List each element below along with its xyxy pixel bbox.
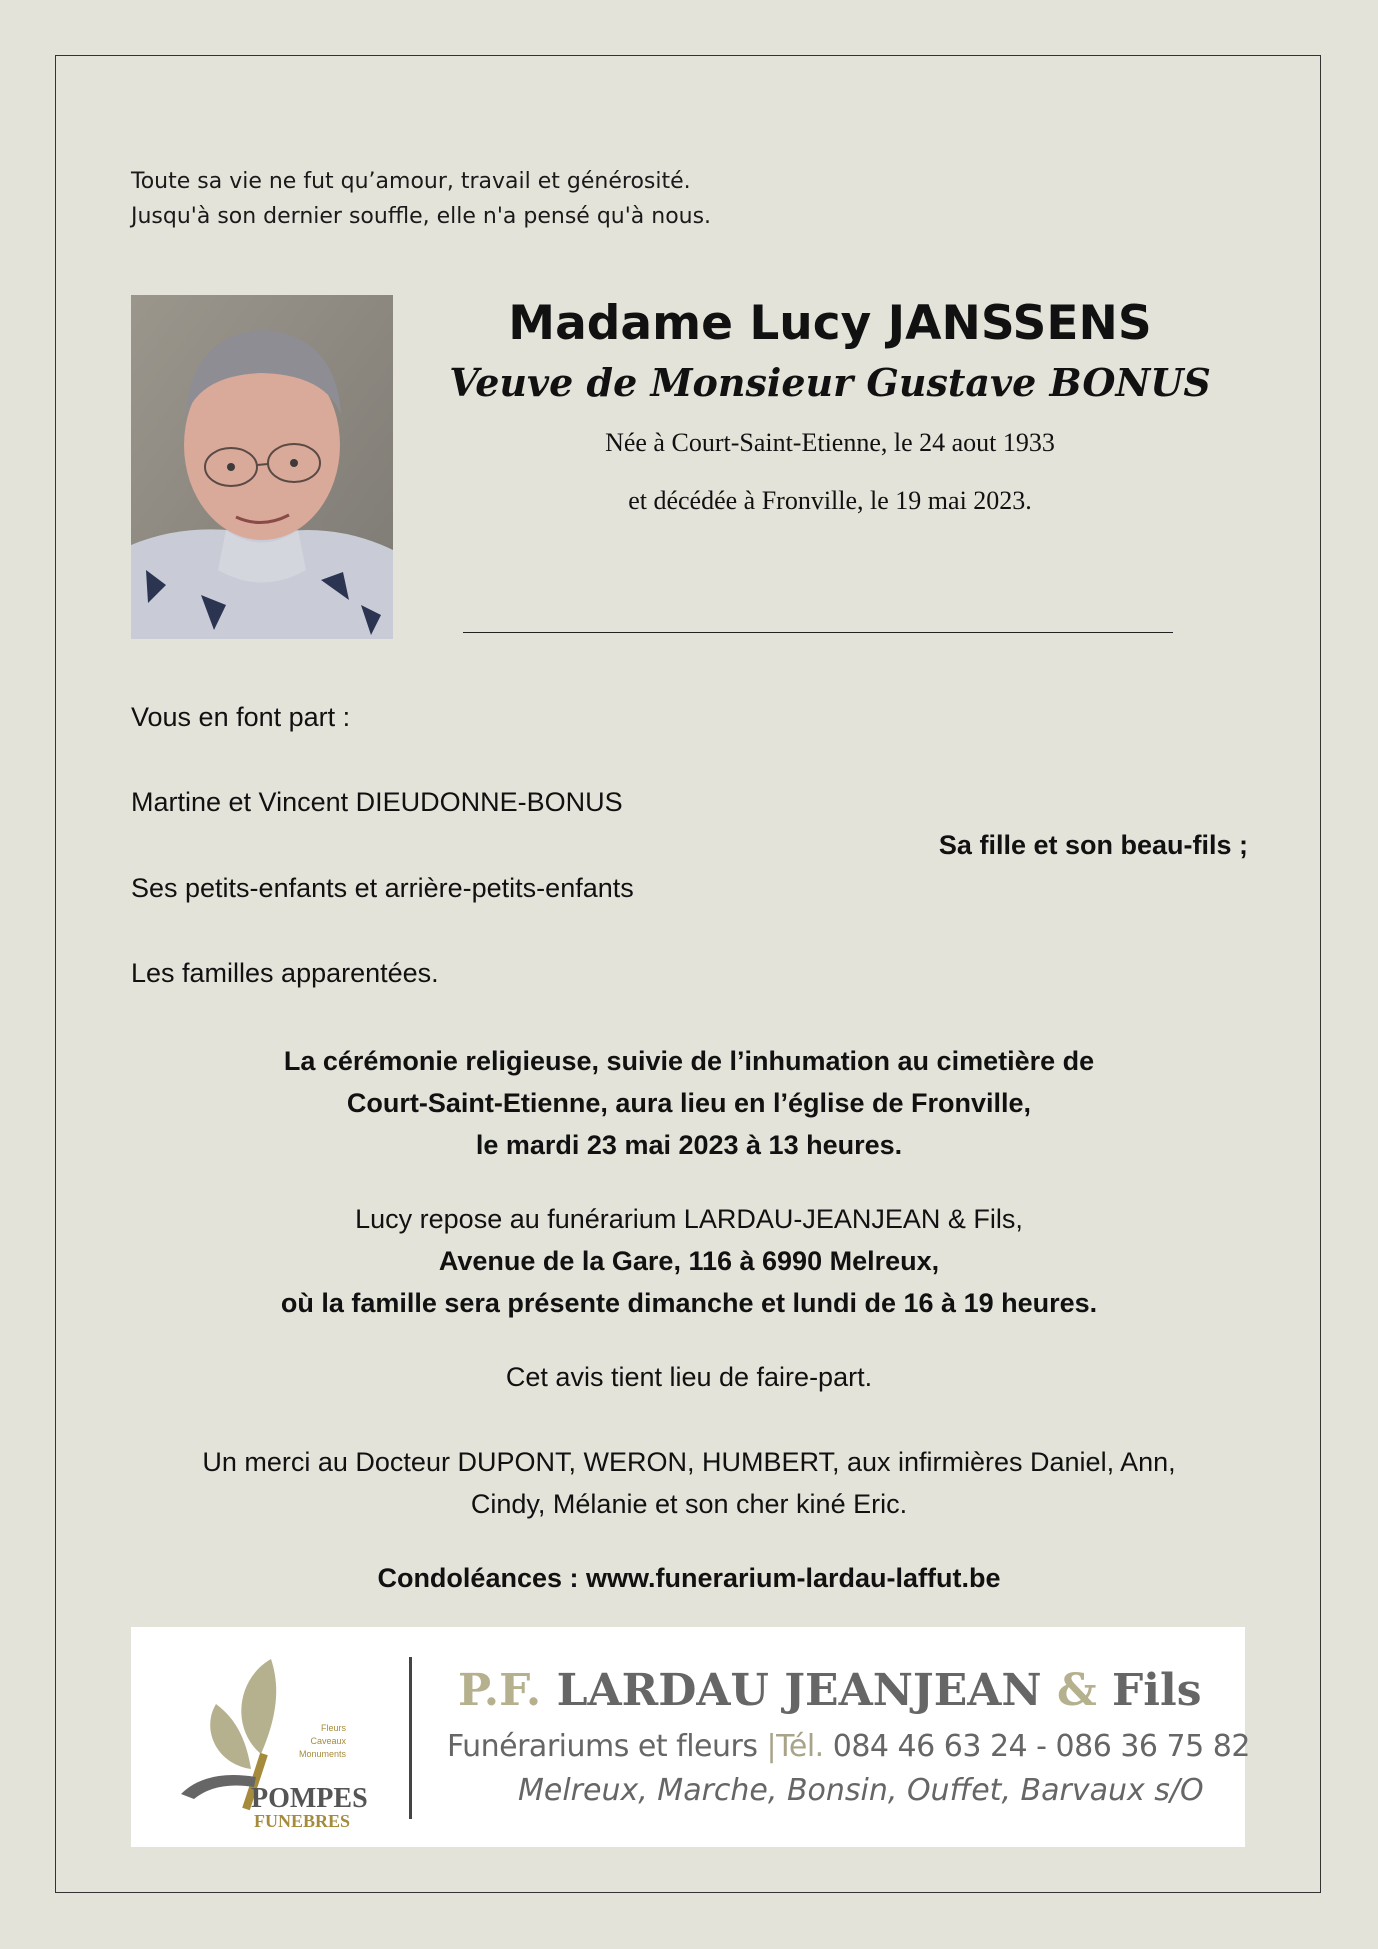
funeral-home-title — [458, 1665, 1202, 1716]
family-line-3: Les familles apparentées. — [131, 958, 439, 988]
funeral-home-name: LARDAU JEANJEAN — [556, 1665, 1042, 1716]
ceremony-line-2: Court-Saint-Etienne, aura lieu en l’église de Fronville, — [346, 1088, 1032, 1118]
services-label: Funérariums et fleurs — [447, 1729, 758, 1764]
visitation-line-2: Avenue de la Gare, 116 à 6990 Melreux, — [438, 1246, 940, 1276]
condolences-link[interactable]: Condoléances : www.funerarium-lardau-laffut.be — [377, 1563, 1001, 1593]
funeral-home-banner — [131, 1627, 1250, 1847]
widow-of: Veuve de Monsieur Gustave BONUS — [449, 360, 1211, 405]
portrait-illustration — [131, 295, 393, 639]
logo-tagline-3: Monuments — [298, 1749, 346, 1759]
funeral-home-contact — [447, 1729, 1250, 1764]
family-line-2: Ses petits-enfants et arrière-petits-enfants — [131, 873, 634, 903]
funeral-home-towns: Melreux, Marche, Bonsin, Ouffet, Barvaux s/O — [518, 1773, 1204, 1808]
family-relation: Sa fille et son beau-fils ; — [938, 830, 1248, 860]
visitation-line-3: où la famille sera présente dimanche et lundi de 16 à 19 heures. — [280, 1288, 1098, 1318]
epitaph — [131, 164, 711, 234]
thanks-line-1: Un merci au Docteur DUPONT, WERON, HUMBERT, aux infirmières Daniel, Ann, — [202, 1447, 1176, 1477]
ceremony-line-3: le mardi 23 mai 2023 à 13 heures. — [475, 1130, 903, 1160]
birth-info: Née à Court-Saint-Etienne, le 24 aout 1933 — [605, 428, 1055, 457]
phone-numbers[interactable]: 084 46 63 24 - 086 36 75 82 — [832, 1729, 1250, 1764]
pompes-funebres-logo — [176, 1649, 396, 1834]
visitation-line-1: Lucy repose au funérarium LARDAU-JEANJEAN & Fils, — [355, 1204, 1023, 1234]
ampersand: & — [1056, 1665, 1097, 1716]
announcement-intro: Vous en font part : — [131, 702, 351, 732]
ceremony-block — [131, 1040, 1247, 1166]
logo-tagline-2: Caveaux — [310, 1736, 346, 1746]
epitaph-line-1: Toute sa vie ne fut qu’amour, travail et générosité. — [131, 169, 691, 194]
logo-word-2: FUNEBRES — [254, 1811, 351, 1831]
deceased-name: Madame Lucy JANSSENS — [508, 296, 1152, 351]
logo-word-1: POMPES — [251, 1783, 368, 1814]
logo-tagline-1: Fleurs — [320, 1723, 346, 1733]
thanks-block — [131, 1441, 1247, 1525]
epitaph-line-2: Jusqu'à son dernier souffle, elle n'a pensé qu'à nous. — [131, 204, 712, 229]
thanks-line-2: Cindy, Mélanie et son cher kiné Eric. — [470, 1489, 908, 1519]
notice-text: Cet avis tient lieu de faire-part. — [505, 1362, 873, 1392]
death-info: et décédée à Fronville, le 19 mai 2023. — [628, 486, 1032, 515]
separator: | — [766, 1729, 777, 1764]
ceremony-line-1: La cérémonie religieuse, suivie de l’inhumation au cimetière de — [283, 1046, 1095, 1076]
family-line-1: Martine et Vincent DIEUDONNE-BONUS — [131, 787, 623, 817]
visitation-block — [131, 1198, 1247, 1324]
leaf-logo-icon — [176, 1649, 396, 1834]
portrait-photo — [131, 295, 393, 639]
pf-prefix: P.F. — [458, 1665, 542, 1716]
fils-label: Fils — [1112, 1665, 1202, 1716]
banner-divider — [409, 1657, 412, 1819]
tel-label: Tél. — [776, 1729, 824, 1764]
divider-line — [463, 632, 1173, 633]
